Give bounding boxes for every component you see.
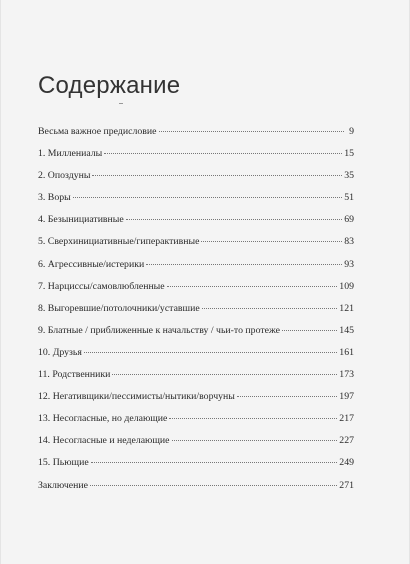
toc-entry — [38, 126, 354, 148]
toc-entry — [38, 347, 354, 369]
toc-entry-page-number: 249 — [339, 457, 354, 469]
print-speck — [119, 103, 123, 104]
toc-entry — [38, 214, 354, 236]
toc-entry-page-number: 51 — [344, 192, 354, 204]
toc-entry-page-number: 15 — [344, 148, 354, 160]
toc-entry — [38, 391, 354, 413]
toc-leader-dots — [146, 264, 342, 265]
toc-leader-dots — [84, 352, 337, 353]
toc-entry-page-number: 83 — [344, 236, 354, 248]
toc-entry-label: 11. Родственники — [38, 369, 111, 381]
toc-leader-dots — [237, 396, 337, 397]
toc-entry-label: 6. Агрессивные/истерики — [38, 258, 145, 270]
toc-entry-label: Заключение — [38, 479, 88, 491]
toc-entry-page-number: 161 — [339, 346, 354, 358]
toc-entry-page-number: 227 — [339, 435, 354, 447]
toc-leader-dots — [159, 131, 345, 132]
toc-entry-label: 1. Миллениалы — [38, 148, 103, 160]
toc-entry-page-number: 93 — [344, 258, 354, 270]
toc-entry-page-number: 217 — [339, 413, 354, 425]
toc-entry — [38, 303, 354, 325]
toc-entry-page-number: 271 — [339, 479, 354, 491]
page-title: Содержание — [38, 72, 181, 100]
toc-leader-dots — [167, 286, 338, 287]
toc-entry — [38, 192, 354, 214]
toc-entry-label: Весьма важное предисловие — [38, 126, 157, 137]
toc-entry — [38, 236, 354, 258]
toc-entry-label: 10. Друзья — [38, 346, 82, 358]
toc-entry-page-number: 69 — [344, 214, 354, 226]
table-of-contents — [38, 126, 354, 502]
toc-leader-dots — [73, 197, 342, 198]
toc-entry-label: 2. Опоздуны — [38, 170, 91, 182]
toc-entry-page-number: 173 — [339, 369, 354, 381]
toc-entry-page-number: 121 — [339, 302, 354, 314]
toc-entry-label: 3. Воры — [38, 192, 71, 204]
toc-entry-page-number: 145 — [339, 324, 354, 336]
toc-entry-label: 8. Выгоревшие/потолочники/уставшие — [38, 302, 200, 314]
toc-entry — [38, 480, 354, 502]
toc-entry-page-number: 197 — [339, 391, 354, 403]
toc-leader-dots — [172, 440, 338, 441]
toc-entry-page-number: 9 — [349, 126, 354, 137]
toc-leader-dots — [104, 153, 342, 154]
toc-entry — [38, 325, 354, 347]
toc-leader-dots — [92, 175, 342, 176]
toc-leader-dots — [169, 418, 337, 419]
toc-entry-label: 12. Негативщики/пессимисты/нытики/ворчуны — [38, 391, 235, 403]
toc-entry — [38, 259, 354, 281]
toc-entry-label: 13. Несогласные, но делающие — [38, 413, 168, 425]
toc-leader-dots — [201, 241, 342, 242]
toc-entry — [38, 435, 354, 457]
toc-entry-label: 9. Блатные / приближенные к начальству / чьи-то протеже — [38, 324, 280, 336]
toc-leader-dots — [282, 330, 337, 331]
toc-entry-label: 4. Безынициативные — [38, 214, 124, 226]
toc-entry-page-number: 35 — [344, 170, 354, 182]
toc-leader-dots — [91, 462, 338, 463]
toc-entry — [38, 369, 354, 391]
toc-entry — [38, 413, 354, 435]
toc-entry-label: 7. Нарциссы/самовлюбленные — [38, 280, 165, 292]
toc-entry-page-number: 109 — [339, 280, 354, 292]
toc-leader-dots — [202, 308, 338, 309]
toc-leader-dots — [90, 485, 337, 486]
toc-entry-label: 15. Пьющие — [38, 457, 89, 469]
toc-entry — [38, 170, 354, 192]
toc-entry — [38, 457, 354, 479]
toc-entry-label: 14. Несогласные и неделающие — [38, 435, 170, 447]
toc-leader-dots — [112, 374, 337, 375]
toc-entry-label: 5. Сверхинициативные/гиперактивные — [38, 236, 200, 248]
toc-leader-dots — [126, 219, 342, 220]
toc-entry — [38, 148, 354, 170]
toc-entry — [38, 281, 354, 303]
